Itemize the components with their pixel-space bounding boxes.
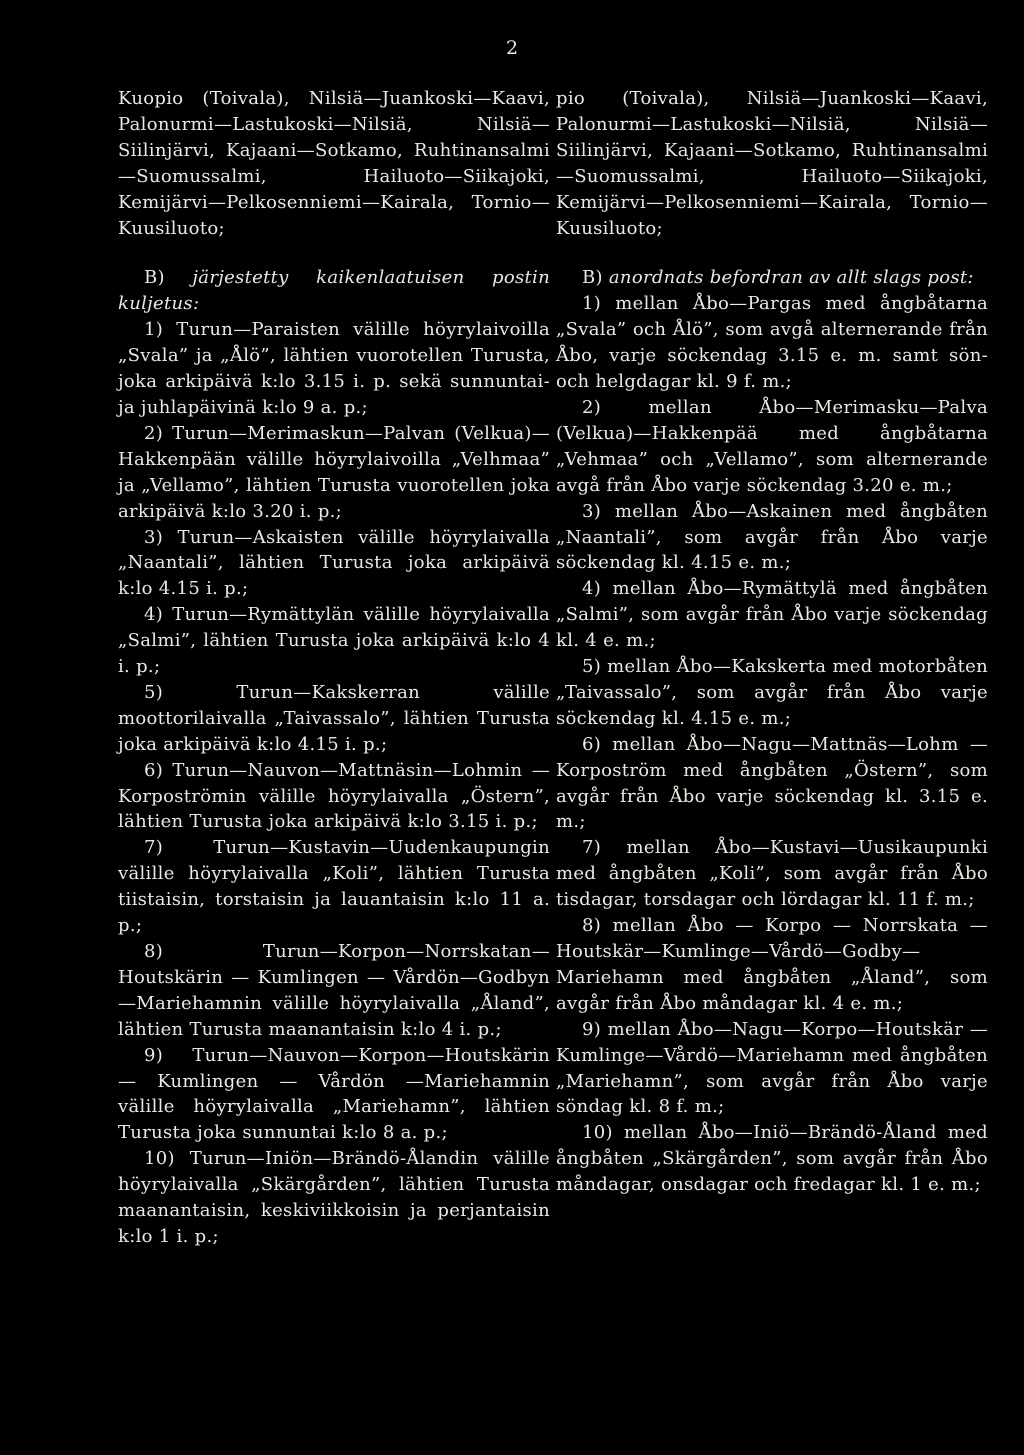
route-item-sv-10: 10) mellan Åbo—Iniö—Brändö-Åland med ångbåten „Skärgården”, som avgår från Åbo måndagar, onsdagar och fredagar kl. 1 e. m.; [556, 1122, 988, 1196]
route-item-fi-3: 3) Turun—Askaisten välille höyrylaivalla „Naantali”, lähtien Turusta joka arkipäivä k:lo 4.15 i. p.; [118, 526, 550, 600]
intro-paragraph-sv: pio (Toivala), Nilsiä—Juankoski—Kaavi, Palonurmi—Lastukoski—Nilsiä, Nilsiä—Siilinjärvi, Kajaani—Sotkamo, Ruhtinansalmi —Suomussalmi, Hailuoto—Siikajoki, Kemijärvi—Pelkosenniemi—Kairala, Tornio— Kuusiluoto; [556, 88, 988, 239]
section-letter-sv: B) [582, 267, 603, 289]
route-item-sv-1: 1) mellan Åbo—Pargas med ångbåtarna „Svala” och Ålö”, som avgå alternerande från Åbo, varje söckendag 3.15 e. m. samt sön- och helgdagar kl. 9 f. m.; [556, 293, 988, 393]
page-number: 2 [505, 37, 519, 59]
route-item-sv-6: 6) mellan Åbo—Nagu—Mattnäs—Lohm —Korpoström med ångbåten „Östern”, som avgår från Åbo varje söckendag kl. 3.15 e. m.; [556, 733, 988, 833]
route-item-fi-4: 4) Turun—Rymättylän välille höyrylaivalla „Salmi”, lähtien Turusta joka arkipäivä k:lo 4 i. p.; [118, 604, 550, 678]
route-item-fi-7: 7) Turun—Kustavin—Uudenkaupungin välille höyrylaivalla „Koli”, lähtien Turusta tiistaisin, torstaisin ja lauantaisin k:lo 11 a. p.; [118, 837, 550, 937]
route-item-fi-8: 8) Turun—Korpon—Norrskatan—Houtskärin — Kumlingen — Vårdön—Godbyn—Mariehamnin välille höyrylaivalla „Åland”, lähtien Turusta maanantaisin k:lo 4 i. p.; [118, 941, 550, 1040]
route-item-fi-5: 5) Turun—Kakskerran välille moottorilaivalla „Taivassalo”, lähtien Turusta joka arkipäivä k:lo 4.15 i. p.; [118, 681, 550, 755]
route-item-sv-9: 9) mellan Åbo—Nagu—Korpo—Houtskär —Kumlinge—Vårdö—Mariehamn med ångbåten „Mariehamn”, som avgår från Åbo varje söndag kl. 8 f. m.; [556, 1018, 988, 1118]
section-letter-fi: B) [144, 267, 165, 289]
swedish-column [556, 86, 988, 1198]
route-item-sv-4: 4) mellan Åbo—Rymättylä med ångbåten „Salmi”, som avgår från Åbo varje söckendag kl. 4 e. m.; [556, 578, 988, 652]
section-heading-fi [118, 265, 550, 317]
route-item-fi-2: 2) Turun—Merimaskun—Palvan (Velkua)—Hakkenpään välille höyrylaivoilla „Velhmaa” ja „Vellamo”, lähtien Turusta vuorotellen joka arkipäivä k:lo 3.20 i. p.; [118, 422, 550, 522]
section-title-sv: anordnats befordran av allt slags post: [608, 267, 974, 289]
section-title-fi: järjestetty kaikenlaatuisen postin kuljetus: [118, 267, 550, 315]
route-item-fi-6: 6) Turun—Nauvon—Mattnäsin—Lohmin —Korpoströmin välille höyrylaivalla „Östern”, lähtien Turusta joka arkipäivä k:lo 3.15 i. p.; [118, 759, 550, 833]
route-item-fi-9: 9) Turun—Nauvon—Korpon—Houtskärin — Kumlingen — Vårdön —Mariehamnin välille höyrylaivalla „Mariehamn”, lähtien Turusta joka sunnuntai k:lo 8 a. p.; [118, 1044, 550, 1144]
route-item-sv-7: 7) mellan Åbo—Kustavi—Uusikaupunki med ångbåten „Koli”, som avgår från Åbo tisdagar, torsdagar och lördagar kl. 11 f. m.; [556, 837, 988, 911]
route-item-sv-8: 8) mellan Åbo — Korpo — Norrskata — Houtskär—Kumlinge—Vårdö—Godby—Mariehamn med ångbåten „Åland”, som avgår från Åbo måndagar kl. 4 e. m.; [556, 915, 988, 1014]
finnish-column [118, 86, 550, 1250]
route-item-sv-3: 3) mellan Åbo—Askainen med ångbåten „Naantali”, som avgår från Åbo varje söckendag kl. 4.15 e. m.; [556, 500, 988, 574]
route-item-fi-10: 10) Turun—Iniön—Brändö-Ålandin välille höyrylaivalla „Skärgården”, lähtien Turusta maanantaisin, keskiviikkoisin ja perjantaisin k:lo 1 i. p.; [118, 1148, 550, 1247]
route-item-sv-5: 5) mellan Åbo—Kakskerta med motorbåten „Taivassalo”, som avgår från Åbo varje söckendag kl. 4.15 e. m.; [556, 656, 988, 729]
section-heading-sv [556, 265, 988, 291]
route-item-sv-2: 2) mellan Åbo—Merimasku—Palva (Velkua)—Hakkenpää med ångbåtarna „Vehmaa” och „Vellamo”, som alternerande avgå från Åbo varje söckendag 3.20 e. m.; [556, 396, 988, 496]
intro-paragraph-fi: Kuopio (Toivala), Nilsiä—Juankoski—Kaavi, Palonurmi—Lastukoski—Nilsiä, Nilsiä—Siilinjärvi, Kajaani—Sotkamo, Ruhtinansalmi—Suomussalmi, Hailuoto—Siikajoki, Kemijärvi—Pelkosenniemi—Kairala, Tornio—Kuusiluoto; [118, 88, 550, 239]
route-item-fi-1: 1) Turun—Paraisten välille höyrylaivoilla „Svala” ja „Ålö”, lähtien vuorotellen Turusta, joka arkipäivä k:lo 3.15 i. p. sekä sunnuntai- ja juhlapäivinä k:lo 9 a. p.; [118, 319, 550, 418]
